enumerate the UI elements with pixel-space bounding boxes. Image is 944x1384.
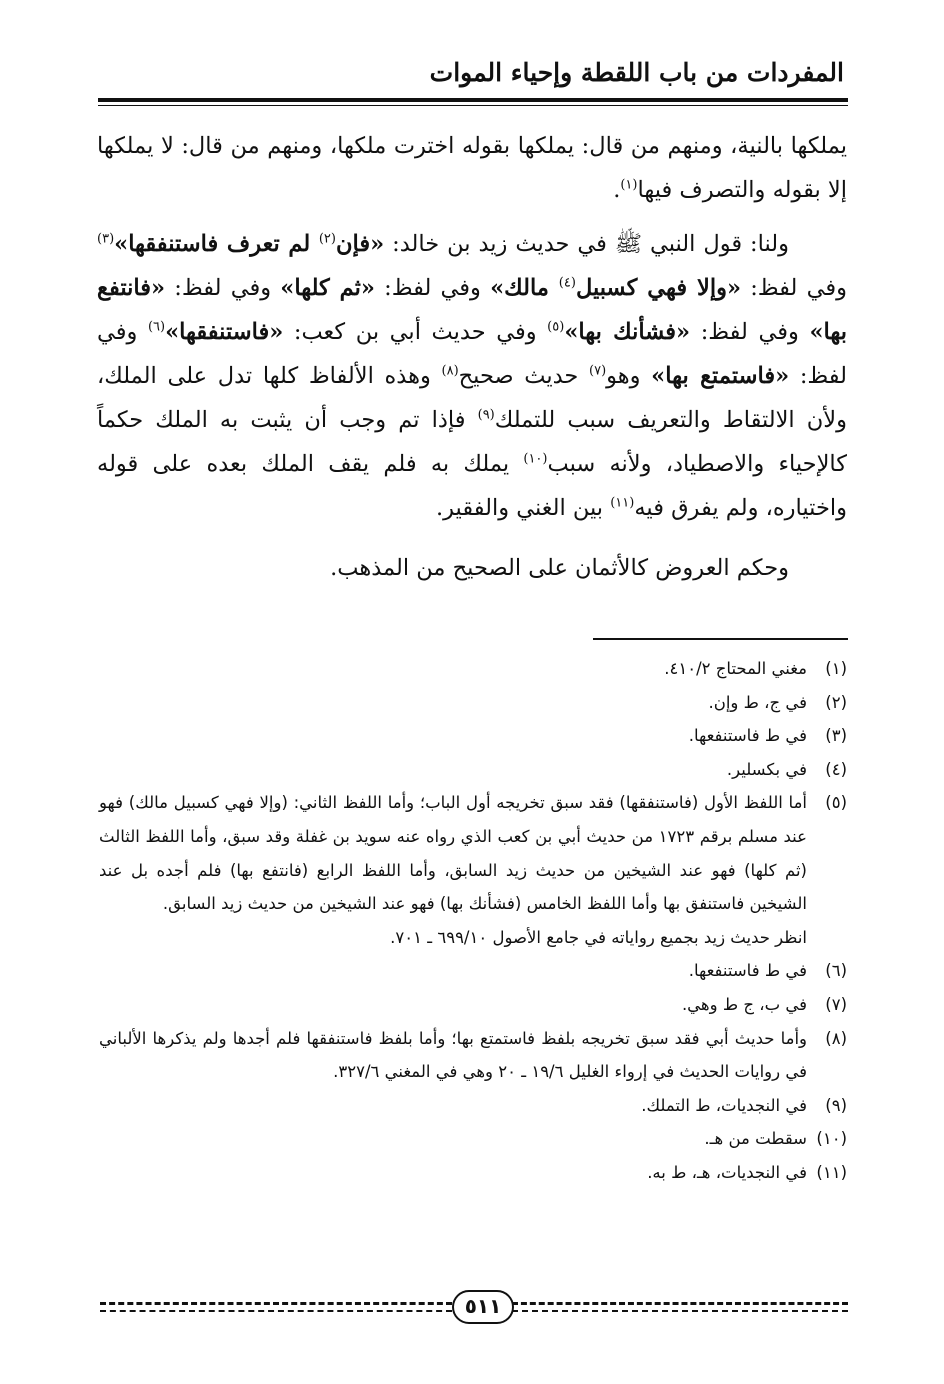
footer-dashed-rule xyxy=(100,1310,452,1312)
hadith-quote: «فشأنك بها» xyxy=(564,319,691,345)
footnote-ref: (٢) xyxy=(318,231,336,247)
footnote-ref: (٦) xyxy=(147,319,166,335)
footnote-number: (٨) xyxy=(825,1028,847,1048)
footnote-text: مغني المحتاج ٤١٠/٢. xyxy=(664,659,807,678)
footnote-text: سقطت من هـ. xyxy=(704,1129,807,1149)
footnote-text: وأما حديث أبي فقد سبق تخريجه بلفظ فاستمتع بها؛ وأما بلفظ فاستنفقها فلم أجدها ولم يذكرها الألباني في روايات الحديث في إرواء الغليل ١٩/٦ ـ ٢٠ وهي في المغني ٣٢٧/٦. xyxy=(99,1028,807,1082)
footnote-item xyxy=(99,954,847,988)
footer-dashed-rule xyxy=(100,1302,452,1305)
footnote-ref: (٥) xyxy=(547,319,565,335)
main-text xyxy=(97,124,847,590)
hadith-quote: «فانتفع بها» xyxy=(97,275,847,345)
footnote-ref: (٤) xyxy=(558,275,576,291)
hadith-quote: «فإن xyxy=(335,231,385,257)
footnote-item xyxy=(99,1156,847,1190)
footnote-number: (٢) xyxy=(825,692,847,712)
footer-dashed-rule xyxy=(512,1310,848,1312)
hadith-quote: «فاستمتع بها» xyxy=(651,363,790,389)
footnote-number: (١١) xyxy=(816,1162,847,1182)
footnote-ref: (٧) xyxy=(589,363,607,379)
footnotes-list xyxy=(99,652,847,1190)
footnote-text: في ج، ط وإن. xyxy=(708,692,807,712)
paragraph-3: وحكم العروض كالأثمان على الصحيح من المذهب. xyxy=(330,555,789,581)
footer-dashed-rule xyxy=(512,1302,848,1305)
paragraph-2: ولنا: قول النبي ﷺ في حديث زيد بن خالد: «فإن$^{(٢)}$ لم تعرف فاستنفقها»$^{(٣)}$ وفي لفظ: «وإلا فهي كسبيل$^{(٤)}$ مالك» وفي لفظ: «ثم كلها» وفي لفظ: «فانتفع بها» وفي لفظ: «فشأنك بها»$^{(٥)}$ وفي حديث أبي بن كعب: «فاستنفقها»$^{(٦)}$ وفي لفظ: «فاستمتع بها» وهو$^{(٧)}$ حديث صحيح$^{(٨)}$ وهذه الألفاظ كلها تدل على الملك، ولأن الالتقاط والتعريف سبب للتملك$^{(٩)}$ فإذا تم وجب أن يثبت به الملك حكماً كالإحياء والاصطياد، ولأنه سبب$^{(١٠)}$ يملك به فلم يقف الملك بعده على قوله واختياره، ولم يفرق فيه$^{(١١)}$ بين الغني والفقير. xyxy=(97,231,848,521)
footnote-ref: (٩) xyxy=(477,407,495,423)
running-header-title: المفردات من باب اللقطة وإحياء الموات xyxy=(429,58,844,87)
footnote-number: (٣) xyxy=(825,726,847,746)
footnote-item xyxy=(99,1089,847,1123)
footnote-item xyxy=(99,753,847,787)
hadith-quote: «ثم كلها» xyxy=(280,275,375,301)
footnote-text: في بكسلير. xyxy=(726,759,807,779)
footnote-item xyxy=(99,652,847,686)
footnote-number: (٩) xyxy=(825,1095,847,1115)
footnote-separator xyxy=(593,638,848,640)
footnote-number: (٤) xyxy=(825,759,847,779)
footnote-text: في ط فاستنفعها. xyxy=(688,726,807,746)
footnote-ref: (١) xyxy=(620,177,638,193)
header-rule-thin xyxy=(98,105,848,106)
footnote-item xyxy=(99,686,847,720)
footnote-text: في ط فاستنفعها. xyxy=(688,961,807,981)
footnote-number: (٧) xyxy=(825,994,847,1014)
footnote-text: أما اللفظ الأول (فاستنفقها) فقد سبق تخريجه أول الباب؛ وأما اللفظ الثاني: (وإلا فهي كسبيل مالك) فهو عند مسلم برقم ١٧٢٣ من حديث أبي بن كعب الذي رواه عنه سويد بن غفلة وقد سبق، وأما اللفظ الثالث (ثم كلها) فهو عند الشيخين من حديث زيد السابق، وأما اللفظ الرابع (فانتفع بها) فلم أجده بل عند الشيخين فاستنفق بها وأما اللفظ الخامس (فشأنك بها) فهو عند الشيخين من حديث زيد السابق. انظر حديث زيد بجميع رواياته في جامع الأصول ٦٩٩/١٠ ـ ٧٠١. xyxy=(99,793,807,947)
hadith-quote: لم تعرف فاستنفقها» xyxy=(114,231,319,257)
footnote-item xyxy=(99,786,847,954)
footnote-ref: (٣) xyxy=(97,231,115,247)
page-number: ٥١١ xyxy=(452,1290,514,1324)
footnote-item xyxy=(99,1022,847,1089)
hadith-quote: «وإلا فهي كسبيل xyxy=(575,275,742,301)
footnote-ref: (٨) xyxy=(441,363,459,379)
footnote-number: (٦) xyxy=(825,961,847,981)
footnote-text: في النجديات، ط التملك. xyxy=(641,1095,807,1115)
footnote-ref: (١٠) xyxy=(523,451,548,467)
paragraph-1: يملكها بالنية، ومنهم من قال: يملكها بقوله اخترت ملكها، ومنهم من قال: لا يملكها إلا بقوله والتصرف فيها$^{(١)}$. xyxy=(97,133,847,203)
footnote-number: (١) xyxy=(825,659,847,678)
header-rule-thick xyxy=(98,98,848,102)
footnote-number: (٥) xyxy=(825,793,847,813)
footnote-item xyxy=(99,719,847,753)
footnote-item xyxy=(99,988,847,1022)
footnote-number: (١٠) xyxy=(816,1129,847,1149)
footnote-ref: (١١) xyxy=(610,495,635,511)
hadith-quote: «فاستنفقها» xyxy=(165,319,284,345)
footnote-text: في النجديات، هـ، ط به. xyxy=(647,1162,807,1182)
hadith-quote: مالك» xyxy=(490,275,559,301)
footnote-text: في ب، ج ط وهي. xyxy=(681,994,807,1014)
footnote-item xyxy=(99,1122,847,1156)
